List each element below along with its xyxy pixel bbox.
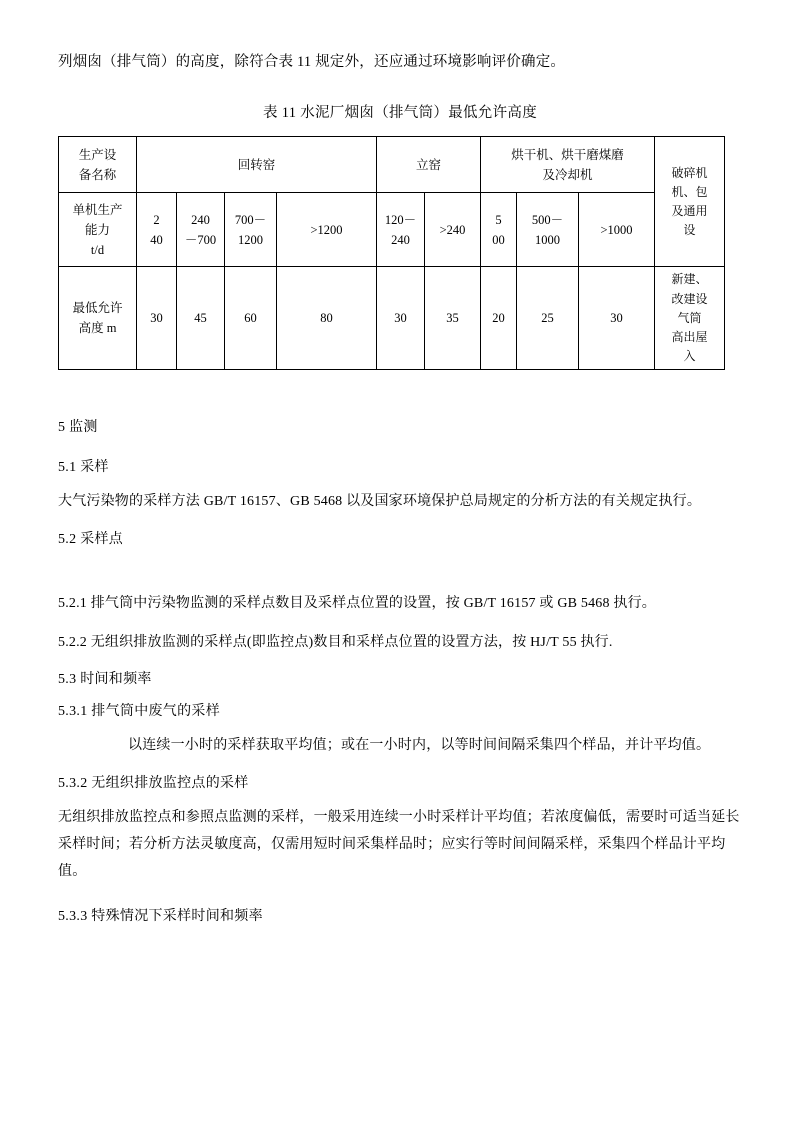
capacity-cell-3: 700－ 1200	[225, 193, 277, 267]
section-heading-5-3: 5.3 时间和频率	[58, 672, 152, 688]
height-cell-1: 30	[137, 267, 177, 370]
table-height-row	[59, 267, 725, 370]
capacity-cell-5: 120－ 240	[377, 193, 425, 267]
intro-paragraph: 列烟囱（排气筒）的高度，除符合表 11 规定外，还应通过环境影响评价确定。	[58, 54, 566, 70]
header-group-shaft-kiln: 立窑	[377, 137, 481, 193]
section-body-5-2-2: 5.2.2 无组织排放监测的采样点(即监控点)数目和采样点位置的设置方法，按 HJ/T 55 执行.	[58, 634, 613, 650]
section-heading-5-1: 5.1 采样	[58, 460, 109, 476]
section-heading-5-3-3: 5.3.3 特殊情况下采样时间和频率	[58, 909, 263, 925]
capacity-cell-1: 2 40	[137, 193, 177, 267]
table-capacity-row	[59, 193, 725, 267]
header-equipment-name: 生产设 备名称	[59, 137, 137, 193]
header-group-rotary-kiln: 回转窑	[137, 137, 377, 193]
height-cell-7: 20	[481, 267, 517, 370]
section-body-5-3-2: 无组织排放监控点和参照点监测的采样，一般采用连续一小时采样计平均值；若浓度偏低，需要时可适当延长采样时间；若分析方法灵敏度高，仅需用短时间采集样品时；应实行等时间间隔采样，采集四个样品计平均值。	[58, 809, 740, 880]
table-container	[58, 136, 742, 370]
section-body-5-3-1: 以连续一小时的采样获取平均值；或在一小时内，以等时间间隔采集四个样品，并计平均值。	[128, 738, 711, 754]
capacity-cell-8: 500－ 1000	[517, 193, 579, 267]
table-header-row	[59, 137, 725, 193]
section-heading-5-3-2: 5.3.2 无组织排放监控点的采样	[58, 775, 249, 791]
capacity-cell-9: >1000	[579, 193, 655, 267]
section-heading-5: 5 监测	[58, 420, 98, 436]
height-cell-4: 80	[277, 267, 377, 370]
header-group-dryer: 烘干机、烘干磨煤磨 及冷却机	[481, 137, 655, 193]
capacity-cell-7: 5 00	[481, 193, 517, 267]
section-heading-5-3-1: 5.3.1 排气筒中废气的采样	[58, 704, 220, 720]
height-cell-2: 45	[177, 267, 225, 370]
header-crusher-column: 破碎机 机、包 及通用 设	[655, 137, 725, 267]
height-cell-5: 30	[377, 267, 425, 370]
row-label-min-height: 最低允许 高度 m	[59, 267, 137, 370]
table-title: 表 11 水泥厂烟囱（排气筒）最低允许高度	[262, 105, 537, 122]
row-label-capacity: 单机生产 能力 t/d	[59, 193, 137, 267]
capacity-cell-6: >240	[425, 193, 481, 267]
section-body-5-1: 大气污染物的采样方法 GB/T 16157、GB 5468 以及国家环境保护总局规定的分析方法的有关规定执行。	[58, 494, 702, 510]
height-cell-6: 35	[425, 267, 481, 370]
height-cell-3: 60	[225, 267, 277, 370]
capacity-cell-2: 240 －700	[177, 193, 225, 267]
height-cell-8: 25	[517, 267, 579, 370]
capacity-cell-4: >1200	[277, 193, 377, 267]
section-body-5-2-1: 5.2.1 排气筒中污染物监测的采样点数目及采样点位置的设置，按 GB/T 16157 或 GB 5468 执行。	[58, 595, 656, 611]
height-note-cell: 新建、 改建设 气筒 高出屋 入	[655, 267, 725, 370]
stack-height-table	[58, 136, 725, 370]
height-cell-9: 30	[579, 267, 655, 370]
section-heading-5-2: 5.2 采样点	[58, 531, 124, 547]
